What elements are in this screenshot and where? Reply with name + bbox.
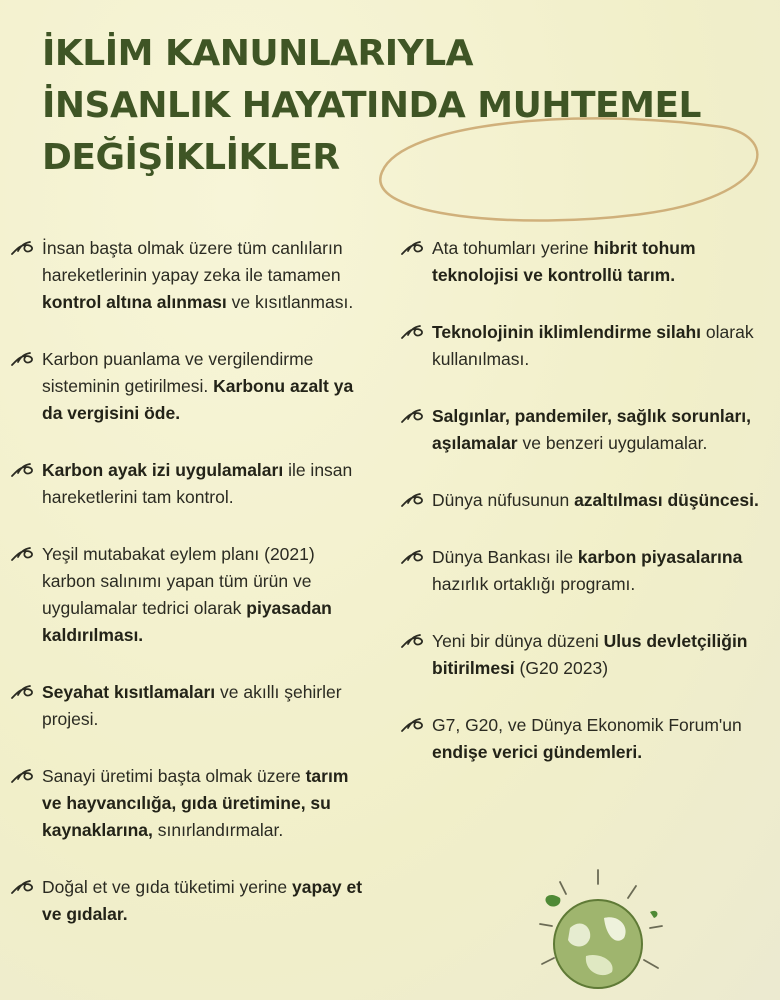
text: Yeşil mutabakat eylem planı (2021) karbon salınımı yapan tüm ürün ve uygulamalar tedrici olarak: [42, 544, 315, 618]
page-title: [42, 28, 762, 184]
decorative-ellipse-icon: [342, 102, 772, 232]
left-list: [10, 235, 370, 928]
text: Sanayi üretimi başta olmak üzere: [42, 766, 306, 786]
leaf-bullet-icon: [10, 767, 36, 785]
bold-text: Seyahat kısıtlamaları: [42, 682, 216, 702]
leaf-bullet-icon: [10, 239, 36, 257]
list-item: [400, 712, 775, 766]
bold-text: piyasadan kaldırılması.: [42, 598, 332, 645]
bold-text: Ulus devletçiliğin bitirilmesi: [432, 631, 748, 678]
text: (G20 2023): [514, 658, 609, 678]
list-item: [400, 319, 775, 373]
text: hazırlık ortaklığı programı.: [432, 574, 636, 594]
bold-text: karbon piyasalarına: [577, 547, 743, 567]
bold-text: hibrit tohum teknolojisi ve kontrollü tarım.: [432, 238, 696, 285]
list-item: [10, 874, 370, 928]
list-item: [400, 235, 775, 289]
leaf-bullet-icon: [400, 548, 426, 566]
bold-text: azaltılması düşüncesi.: [574, 490, 759, 510]
leaf-bullet-icon: [400, 491, 426, 509]
bold-text: Salgınlar, pandemiler, sağlık sorunları, aşılamalar: [432, 406, 752, 453]
leaf-bullet-icon: [10, 683, 36, 701]
text: İnsan başta olmak üzere tüm canlıların hareketlerinin yapay zeka ile tamamen: [42, 238, 343, 285]
text: Doğal et ve gıda tüketimi yerine: [42, 877, 292, 897]
list-item: [10, 457, 370, 511]
leaf-bullet-icon: [400, 323, 426, 341]
title-line-3: DEĞİŞİKLİKLER: [42, 137, 340, 178]
text: ve akıllı şehirler projesi.: [42, 682, 342, 729]
list-item: [10, 346, 370, 427]
text: G7, G20, ve Dünya Ekonomik Forum'un: [432, 715, 742, 735]
text: ve benzeri uygulamalar.: [517, 433, 708, 453]
text: Ata tohumları yerine: [432, 238, 594, 258]
leaf-bullet-icon: [400, 632, 426, 650]
list-item: [10, 763, 370, 844]
bold-text: tarım ve hayvancılığa, gıda üretimine, su kaynaklarına,: [42, 766, 349, 840]
leaf-bullet-icon: [10, 878, 36, 896]
text: Dünya nüfusunun: [432, 490, 575, 510]
bold-text: kontrol altına alınması: [42, 292, 227, 312]
list-item: [10, 679, 370, 733]
leaf-bullet-icon: [10, 461, 36, 479]
list-item: [400, 487, 775, 514]
title-line-1: İKLİM KANUNLARIYLA: [42, 33, 474, 74]
bold-text: Karbonu azalt ya da vergisini öde.: [42, 376, 354, 423]
leaf-bullet-icon: [400, 407, 426, 425]
text: olarak kullanılması.: [432, 322, 754, 369]
text: ile insan hareketlerini tam kontrol.: [42, 460, 353, 507]
leaf-bullet-icon: [10, 545, 36, 563]
right-list: [400, 235, 775, 766]
bold-text: Teknolojinin iklimlendirme silahı: [432, 322, 702, 342]
bold-text: endişe verici gündemleri.: [432, 742, 643, 762]
list-item: [400, 628, 775, 682]
leaf-bullet-icon: [400, 239, 426, 257]
list-item: [400, 544, 775, 598]
text: sınırlandırmalar.: [152, 820, 284, 840]
list-item: [10, 541, 370, 649]
text: Yeni bir dünya düzeni: [432, 631, 604, 651]
list-item: [10, 235, 370, 316]
earth-plant-icon: [520, 868, 670, 998]
bold-text: Karbon ayak izi uygulamaları: [42, 460, 284, 480]
text: ve kısıtlanması.: [226, 292, 354, 312]
leaf-bullet-icon: [10, 350, 36, 368]
leaf-bullet-icon: [400, 716, 426, 734]
title-line-2: İNSANLIK HAYATINDA MUHTEMEL: [42, 85, 701, 126]
text: Karbon puanlama ve vergilendirme sisteminin getirilmesi.: [42, 349, 314, 396]
bold-text: yapay et ve gıdalar.: [42, 877, 363, 924]
list-item: [400, 403, 775, 457]
text: Dünya Bankası ile: [432, 547, 578, 567]
